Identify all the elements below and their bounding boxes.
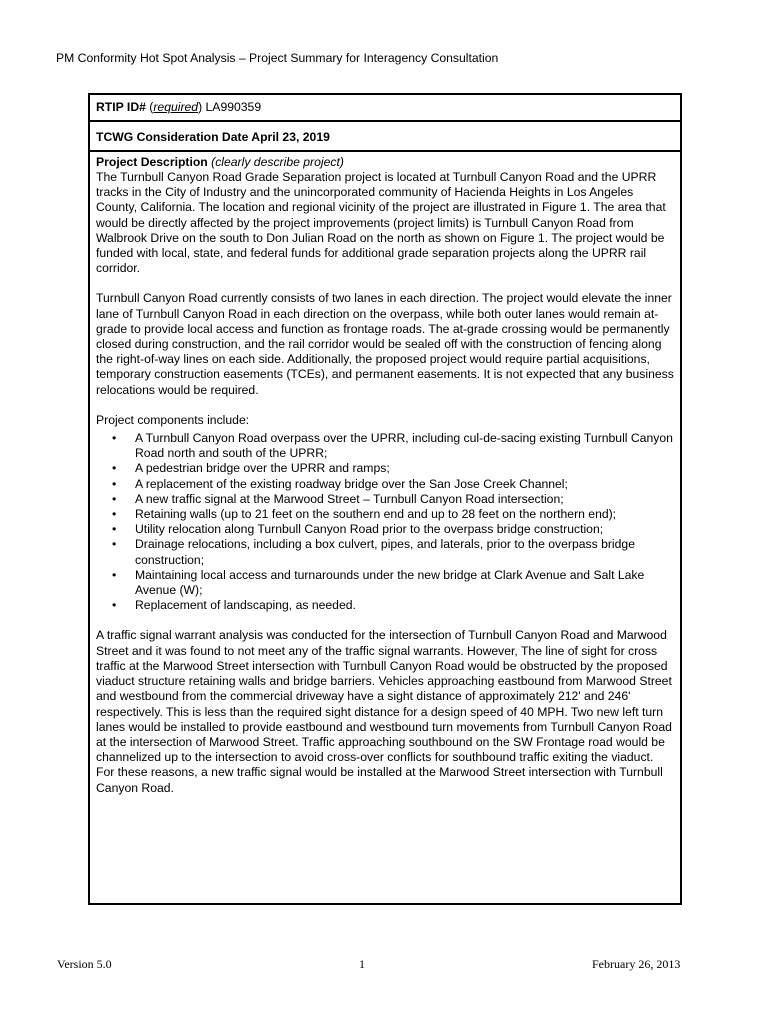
page-header: PM Conformity Hot Spot Analysis – Project Summary for Interagency Consultation xyxy=(56,51,499,65)
bullet-icon: • xyxy=(112,522,117,537)
bullet-icon: • xyxy=(112,491,117,506)
description-paragraph-2: Turnbull Canyon Road currently consists of two lanes in each direction. The project would elevate the inner lane of Turnbull Canyon Road in each direction on the overpass, while both outer lanes would remain at-grade to provide local access and function as frontage roads. The at-grade crossing would be permanently closed during construction, and the rail corridor would be sealed off with the construction of fencing along the right-of-way lines on each side. Additionally, the proposed project would require partial acquisitions, temporary construction easements (TCEs), and permanent easements. It is not expected that any business relocations would be required. xyxy=(96,291,674,397)
bullet-icon: • xyxy=(112,537,117,552)
list-item: • Retaining walls (up to 21 feet on the southern end and up to 28 feet on the northern end); xyxy=(112,507,617,522)
rtip-value: LA990359 xyxy=(205,100,262,114)
rtip-required-note: required xyxy=(153,100,199,114)
project-summary-table xyxy=(88,93,682,905)
project-description-cell xyxy=(90,152,680,800)
bullet-icon: • xyxy=(112,476,117,491)
footer-page-number: 1 xyxy=(359,957,365,971)
list-item: • A replacement of the existing roadway bridge over the San Jose Creek Channel; xyxy=(112,476,568,491)
list-item: • A new traffic signal at the Marwood Street – Turnbull Canyon Road intersection; xyxy=(112,491,564,506)
bullet-icon: • xyxy=(112,431,117,446)
tcwg-row xyxy=(90,122,680,152)
list-item: • Maintaining local access and turnarounds under the new bridge at Clark Avenue and Salt Lake Avenue (W); xyxy=(112,567,645,598)
footer-version: Version 5.0 xyxy=(57,957,112,971)
list-item: • Drainage relocations, including a box culvert, pipes, and laterals, prior to the overpass bridge construction; xyxy=(112,537,635,567)
rtip-row: RTIP ID# (required) LA990359 xyxy=(90,95,680,122)
bullet-icon: • xyxy=(112,567,117,582)
tcwg-date: TCWG Consideration Date April 23, 2019 xyxy=(96,130,330,144)
list-item: • A Turnbull Canyon Road overpass over the UPRR, including cul-de-sacing existing Turnbull Canyon Road north and south of the UPRR; xyxy=(112,431,673,461)
list-item: • Replacement of landscaping, as needed. xyxy=(112,598,356,613)
description-paragraph-1: The Turnbull Canyon Road Grade Separation project is located at Turnbull Canyon Road and the UPRR tracks in the City of Industry and the unincorporated community of Hacienda Heights in Los Angeles County, California. The location and regional vicinity of the project are illustrated in Figure 1. The area that would be directly affected by the project improvements (project limits) is Turnbull Canyon Road from Walbrook Drive on the south to Don Julian Road on the north as shown on Figure 1. The project would be funded with local, state, and federal funds for additional grade separation projects along the UPRR rail corridor. xyxy=(96,170,666,276)
description-paragraph-3: A traffic signal warrant analysis was conducted for the intersection of Turnbull Canyon Road and Marwood Street and it was found to not meet any of the traffic signal warrants. However, The line of sight for cross traffic at the Marwood Street intersection with Turnbull Canyon Road would be obstructed by the proposed viaduct structure retaining walls and bridge barriers. Vehicles approaching eastbound from Marwood Street and westbound from the commercial driveway have a sight distance of approximately 212' and 246' respectively. This is less than the required sight distance for a design speed of 40 MPH. Two new left turn lanes would be installed to provide eastbound and westbound turn movements from Turnbull Canyon Road at the intersection of Marwood Street. Traffic approaching southbound on the SW Frontage road would be channelized up to the intersection to avoid cross-over conflicts for southbound traffic exiting the viaduct. For these reasons, a new traffic signal would be installed at the Marwood Street intersection with Turnbull Canyon Road. xyxy=(96,628,672,795)
list-item: • Utility relocation along Turnbull Canyon Road prior to the overpass bridge construction; xyxy=(112,522,604,537)
list-item: • A pedestrian bridge over the UPRR and ramps; xyxy=(112,461,390,476)
components-intro: Project components include: xyxy=(96,412,250,427)
rtip-label: RTIP ID# xyxy=(96,100,146,114)
description-hint: (clearly describe project) xyxy=(211,155,344,169)
components-list xyxy=(96,431,674,613)
bullet-icon: • xyxy=(112,598,117,613)
bullet-icon: • xyxy=(112,507,117,522)
footer-date: February 26, 2013 xyxy=(592,957,681,971)
bullet-icon: • xyxy=(112,461,117,476)
description-label: Project Description xyxy=(96,155,208,169)
